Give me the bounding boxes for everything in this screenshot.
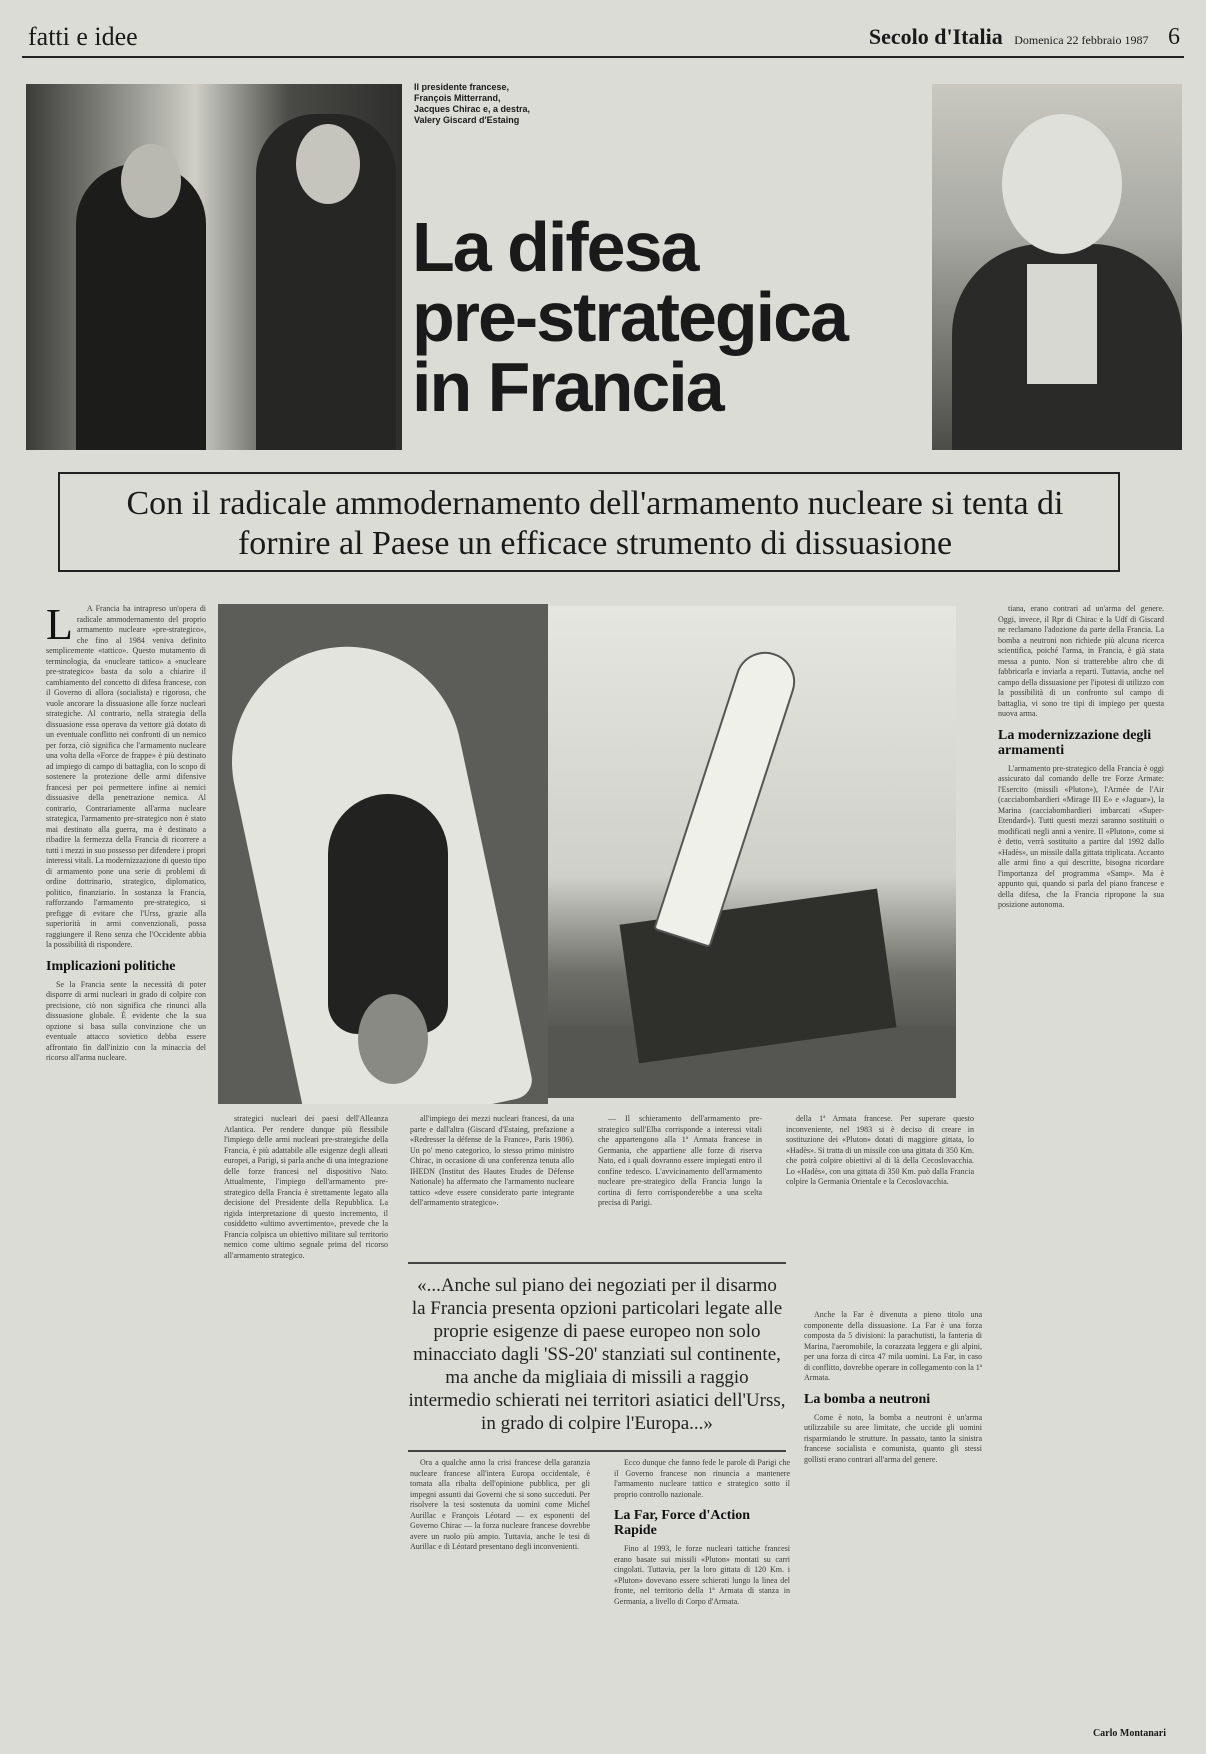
- section-heading-modernizzazione: La modernizzazione degli armamenti: [998, 727, 1152, 758]
- article-column-7: [614, 1458, 790, 1724]
- article-column-3: [410, 1114, 574, 1252]
- section-heading-bomba: La bomba a neutroni: [804, 1391, 931, 1407]
- drop-cap: L: [46, 604, 73, 649]
- article-paragraph: Fino al 1993, le forze nucleari tattiche francesi erano basate sui missili «Pluton» montati su carri cingolati. Tuttavia, per la loro gittata di 120 Km. i «Pluton» dovevano essere schierati lungo la linea del fronte, nel territorio della 1ª Armata di stanza in Germania, a livello di Corpo d'Armata.: [614, 1544, 790, 1606]
- photo-rocket-launch: [218, 604, 548, 1104]
- page-number: 6: [1168, 24, 1180, 50]
- photo-missile-launcher: [548, 606, 956, 1098]
- subtitle: Con il radicale ammodernamento dell'armamento nucleare si tenta di fornire al Paese un efficace strumento di dissuasione: [126, 485, 1064, 562]
- photo-mitterrand-chirac: [26, 84, 402, 450]
- newspaper-name: Secolo d'Italia: [868, 24, 1003, 49]
- article-paragraph: della 1ª Armata francese. Per superare questo inconveniente, nel 1983 si è deciso di creare in sostituzione dei «Pluton» dotati di maggiore gittata, lo «Hadès». Si tratta di un missile con una gittata di 350 Km. che potrà colpire obiettivi al di là della Cecoslovacchia. Lo «Hadès», con una gittata di 350 Km. può dalla Francia colpire la Germania Orientale e la Cecoslovacchia.: [786, 1114, 974, 1186]
- article-column-2: [224, 1114, 388, 1724]
- article-paragraph: Anche la Far è divenuta a pieno titolo una componente della dissuasione. La Far è una forza composta da 5 divisioni: la parachutisti, la fanteria di Marina, l'aeromobile, la corazzata leggera e gli alpini, per una forza di circa 47 mila uomini. La Far, in caso di conflitto, dovrebbe operare in collegamento con la 1ª Armata.: [804, 1310, 982, 1382]
- section-title: fatti e idee: [28, 22, 138, 51]
- article-paragraph: Come è noto, la bomba a neutroni è un'arma utilizzabile su aree limitate, che uccide gli uomini risparmiando le strutture. In passato, tanto la sinistra francese socialista e comunista, quanto gli stessi gollisti erano contrari all'arma del genere.: [804, 1412, 982, 1464]
- headline-line-2: pre-strategica: [412, 278, 847, 356]
- article-paragraph: — Il schieramento dell'armamento pre-strategico sull'Elba corrisponde a interessi vitali che appartengono alla 1ª Armata francese in Germania, che appartiene alle forze di riserva Nato, ed i quali dovranno essere impiegati entro il confine tedesco. L'avvicinamento dell'armamento nucleare pre-strategico della Francia lungo la cortina di ferro corrisponderebbe a una scelta precisa di Parigi.: [598, 1114, 762, 1207]
- section-heading-far: La Far, Force d'Action Rapide: [614, 1508, 751, 1538]
- section-heading-implicazioni: Implicazioni politiche: [46, 958, 176, 974]
- headline: [412, 208, 922, 426]
- masthead: [869, 24, 1180, 51]
- article-paragraph: strategici nucleari dei paesi dell'Alleanza Atlantica. Per rendere dunque più flessibile l'impiego delle armi nucleari pre-strategiche della Francia, è più adattabile alle esigenze degli alleati europei, a Parigi, si parla anche di una integrazione delle forze francesi nel dispositivo Nato. Attualmente, l'impiego dell'armamento pre-strategico della Francia è strettamente legato alla decisione del Presidente della Repubblica. La rigida interpretazione di questo incremento, il cosiddetto «ultimo avvertimento», prevede che la Francia colpisca un obiettivo militare sul territorio nemico come ultimo segnale prima del ricorso all'armamento strategico.: [224, 1114, 388, 1260]
- article-paragraph: Ecco dunque che fanno fede le parole di Parigi che il Governo francese non rinuncia a mantenere l'armamento nucleare tattico e strategico sotto il proprio controllo nazionale.: [614, 1458, 790, 1499]
- article-paragraph: A Francia ha intrapreso un'opera di radicale ammodernamento del proprio armamento nucleare «pre-strategico», che fino al 1984 veniva definito semplicemente «tattico». Questo mutamento di terminologia, da «nucleare tattico» a «nucleare pre-strategico» basta da solo a chiarire il cambiamento del concetto di difesa francese, con il Governo di allora (socialista) e rigoroso, che vuole ancorare la dissuasione alle forze nucleari strategiche. Al contrario, nella strategia della dissuasione essa operava da vettore già dotato di un eventuale conflitto nei confronti di un nemico per forza, ciò significa che l'armamento nucleare una volta della «Force de frappe» è più destinato ad impiego di campo di battaglia, con lo scopo di sostenere la protezione delle armi difensive francesi per poi permettere infine ai nemici dissuasive della penetrazione nemica. Al contrario, Contrariamente all'arma nucleare strategica, l'armamento pre-strategico non è stato mai destinato alla guerra, ma è destinato a ribadire la fermezza della Francia di ricorrere a tutti i mezzi in suo possesso per difendere i propri interessi vitali. La modernizzazione di questo tipo di armamento pone una serie di problemi di ordine dottrinario, strategico, diplomatico, politico, finanziario. In sostanza la Francia, rafforzando l'armamento pre-strategico, si prefigge di evitare che l'Urss, grazie alla superiorità in armi convenzionali, possa raggiungere il Reno senza che l'Occidente abbia la possibilità di rispondere.: [46, 604, 206, 949]
- article-column-5: [786, 1114, 974, 1314]
- pull-quote: «...Anche sul piano dei negoziati per il disarmo la Francia presenta opzioni particolari legate alle proprie esigenze di paese europeo non solo minacciato dagli 'SS-20' stanziati sul continente, ma anche da migliaia di missili a raggio intermedio schierati nei territori asiatici dell'Urss, in grado di colpire l'Europa...»: [408, 1262, 786, 1452]
- article-paragraph: Ora a qualche anno la crisi francese della garanzia nucleare francese all'intera Europa occidentale, è tornata alla ribalta dell'opinione pubblica, per gli impegni assunti dai Governi che si sono succeduti. Per risolvere la tesi sostenuta da uomini come Michel Aurillac e François Léotard — ex esponenti del Governo Chirac — la forza nucleare francese dovrebbe avere un ruolo più ampio. Tuttavia, anche le tesi di Aurillac e di Léotard presentano degli inconvenienti.: [410, 1458, 590, 1551]
- article-paragraph: L'armamento pre-strategico della Francia è oggi assicurato dal comando delle tre Forze Armate: l'Esercito (missili «Pluton»), l'Armée de l'Air (cacciabombardieri «Mirage III E» e «Jaguar»), la Marina (cacciabombardieri imbarcati «Super-Etendard»). Tutti questi mezzi saranno sostituiti o modificati negli anni a venire. Il «Pluton», come si è detto, verrà sostituito a partire dal 1992 dallo «Hadès», un missile dalla gittata triplicata. Accanto alle armi fino a qui descritte, bisogna ricordare l'importanza del programma «Samp». Ma è appunto qui, quando si parla del piano francese e della difesa, che la Francia ripropone la sua posizione autonoma.: [998, 763, 1164, 909]
- author-signature: Carlo Montanari: [1092, 1728, 1166, 1739]
- article-column-4: [598, 1114, 762, 1252]
- article-paragraph: Se la Francia sente la necessità di poter disporre di armi nucleari in grado di colpire con precisione, ciò non significa che rinunci alla dissuasione globale. È evidente che la sua opzione si basa sulla convinzione che un eventuale attacco sovietico debba essere affrontato fin dall'inizio con la minaccia del ricorso all'arma nucleare.: [46, 979, 206, 1062]
- issue-date: Domenica 22 febbraio 1987: [1014, 33, 1149, 47]
- article-column-6: [410, 1458, 590, 1724]
- photo-caption: Il presidente francese, François Mitterrand, Jacques Chirac e, a destra, Valery Giscard d'Estaing: [414, 82, 531, 125]
- article-paragraph: all'impiego dei mezzi nucleari francesi, da una parte e dall'altra (Giscard d'Estaing, prefazione a «Redresser la défense de la France», Paris 1986). Un po' meno categorico, lo stesso primo ministro Chirac, in occasione di una conferenza tenuta allo IHEDN (Institut des Hautes Etudes de Défense Nationale) ha affermato che l'armamento nucleare tattico «deve essere considerato parte integrante dell'armamento strategico».: [410, 1114, 574, 1207]
- article-column-8: [804, 1310, 982, 1724]
- article-column-right: [998, 604, 1164, 1724]
- headline-line-1: La difesa: [412, 208, 698, 286]
- headline-line-3: in Francia: [412, 348, 723, 426]
- page-header: [22, 18, 1184, 58]
- photo-giscard: [932, 84, 1182, 450]
- article-column-1: [46, 604, 206, 1724]
- article-paragraph: tiana, erano contrari ad un'arma del genere. Oggi, invece, il Rpr di Chirac e la Udf di Giscard ne reclamano l'adozione da parte della Francia. La bomba a neutroni non richiede più alcuna ricerca scientifica, poiché l'arma, in Francia, è già stata messa a punto. Non si tratterebbe altro che di fabbricarla e inviarla a reparti. Tuttavia, anche nel campo della dissuasione per l'ipotesi di utilizzo con la possibilità di un confronto sul campo di battaglia, vi sono tre tipi di impiego per questa nuova arma.: [998, 604, 1164, 718]
